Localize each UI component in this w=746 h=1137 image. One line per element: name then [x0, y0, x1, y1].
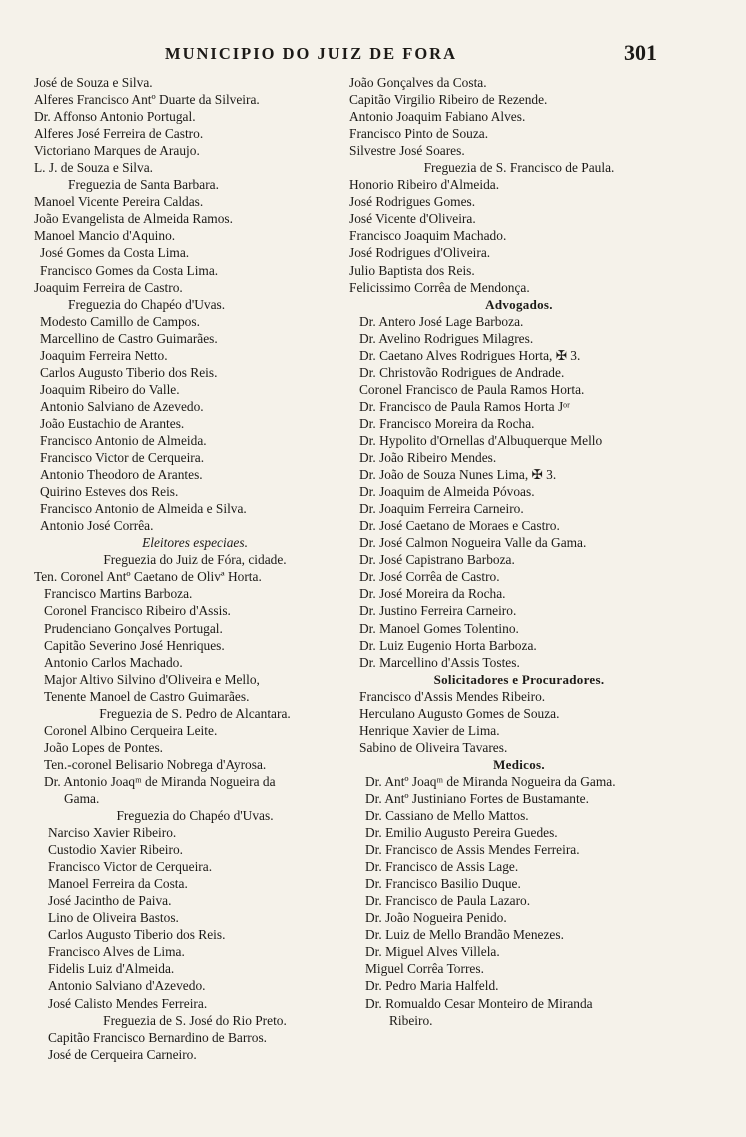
section-heading: Freguezia de S. Francisco de Paula.	[423, 160, 615, 176]
section-heading: Freguezia de S. Pedro de Alcantara.	[99, 705, 291, 721]
section-heading: Freguezia do Chapéo d'Uvas.	[68, 296, 226, 312]
list-item: Ribeiro.	[389, 1012, 433, 1028]
list-item: Ten.-coronel Belisario Nobrega d'Ayrosa.	[44, 756, 267, 772]
list-item: Joaquim Ferreira de Castro.	[34, 279, 183, 295]
list-item: Dr. Joaquim de Almeida Póvoas.	[359, 484, 535, 500]
list-item: Francisco Victor de Cerqueira.	[40, 450, 205, 466]
list-item: José Jacintho de Paiva.	[48, 893, 172, 909]
list-item: Modesto Camillo de Campos.	[40, 313, 200, 329]
list-item: Dr. Avelino Rodrigues Milagres.	[359, 330, 534, 346]
list-item: Antonio Salviano d'Azevedo.	[48, 978, 206, 994]
list-item: Capitão Francisco Bernardino de Barros.	[48, 1029, 268, 1045]
list-item: Dr. Caetano Alves Rodrigues Horta, ✠ 3.	[359, 347, 581, 363]
list-item: José Calisto Mendes Ferreira.	[48, 995, 208, 1011]
list-item: Dr. Francisco de Paula Ramos Horta Jᵒʳ	[359, 398, 570, 414]
list-item: Francisco Alves de Lima.	[48, 944, 185, 960]
list-item: José Vicente d'Oliveira.	[349, 211, 476, 227]
list-item: Gama.	[64, 790, 100, 806]
list-item: Francisco Gomes da Costa Lima.	[40, 262, 219, 278]
list-item: João Lopes de Pontes.	[44, 739, 164, 755]
list-item: Antonio Theodoro de Arantes.	[40, 467, 203, 483]
section-heading: Freguezia de Santa Barbara.	[68, 177, 219, 193]
list-item: Dr. Francisco de Assis Mendes Ferreira.	[365, 842, 580, 858]
list-item: Narciso Xavier Ribeiro.	[48, 825, 177, 841]
section-heading: Advogados.	[485, 296, 553, 312]
list-item: Dr. Romualdo Cesar Monteiro de Miranda	[365, 995, 593, 1011]
list-item: Antonio Carlos Machado.	[44, 654, 183, 670]
list-item: Major Altivo Silvino d'Oliveira e Mello,	[44, 671, 260, 687]
list-item: Coronel Albino Cerqueira Leite.	[44, 722, 218, 738]
list-item: Dr. Hypolito d'Ornellas d'Albuquerque Mello	[359, 432, 603, 448]
list-item: L. J. de Souza e Silva.	[34, 160, 154, 176]
list-item: Honorio Ribeiro d'Almeida.	[349, 177, 500, 193]
list-item: Dr. Francisco de Paula Lazaro.	[365, 893, 531, 909]
list-item: João Gonçalves da Costa.	[349, 75, 487, 90]
section-heading: Freguezia do Juiz de Fóra, cidade.	[103, 552, 287, 568]
list-item: Alferes José Ferreira de Castro.	[34, 126, 204, 142]
list-item: João Evangelista de Almeida Ramos.	[34, 211, 233, 227]
list-item: Dr. Justino Ferreira Carneiro.	[359, 603, 517, 619]
list-item: Dr. Affonso Antonio Portugal.	[34, 109, 196, 125]
list-item: Coronel Francisco Ribeiro d'Assis.	[44, 603, 231, 619]
list-item: Dr. João Ribeiro Mendes.	[359, 450, 497, 466]
list-item: Dr. Joaquim Ferreira Carneiro.	[359, 501, 524, 517]
page-header	[0, 40, 746, 68]
list-item: Dr. Antº Justiniano Fortes de Bustamante.	[365, 790, 589, 806]
list-item: Francisco Victor de Cerqueira.	[48, 859, 213, 875]
list-item: José Rodrigues Gomes.	[349, 194, 476, 210]
list-item: Sabino de Oliveira Tavares.	[359, 739, 508, 755]
list-item: Henrique Xavier de Lima.	[359, 722, 500, 738]
list-item: José Rodrigues d'Oliveira.	[349, 245, 491, 261]
list-item: Dr. Luiz de Mello Brandão Menezes.	[365, 927, 564, 943]
list-item: Dr. Pedro Maria Halfeld.	[365, 978, 499, 994]
section-heading: Freguezia de S. José do Rio Preto.	[103, 1012, 287, 1028]
list-item: Dr. Antº Joaqᵐ de Miranda Nogueira da Gama.	[365, 773, 616, 789]
list-item: Joaquim Ferreira Netto.	[40, 347, 168, 363]
list-item: Carlos Augusto Tiberio dos Reis.	[48, 927, 226, 943]
list-item: Custodio Xavier Ribeiro.	[48, 842, 184, 858]
list-item: Dr. José Capistrano Barboza.	[359, 552, 515, 568]
list-item: Carlos Augusto Tiberio dos Reis.	[40, 364, 218, 380]
list-item: Prudenciano Gonçalves Portugal.	[44, 620, 223, 636]
list-item: Francisco Joaquim Machado.	[349, 228, 507, 244]
left-column	[34, 74, 356, 1063]
list-item: Tenente Manoel de Castro Guimarães.	[44, 688, 250, 704]
list-item: Dr. Antonio Joaqᵐ de Miranda Nogueira da	[44, 773, 276, 789]
list-item: Dr. José Moreira da Rocha.	[359, 586, 506, 602]
list-item: Francisco Antonio de Almeida.	[40, 432, 207, 448]
list-item: Fidelis Luiz d'Almeida.	[48, 961, 175, 977]
list-item: Quirino Esteves dos Reis.	[40, 484, 179, 500]
section-heading: Solicitadores e Procuradores.	[433, 671, 605, 687]
list-item: Antonio Salviano de Azevedo.	[40, 398, 204, 414]
list-item: José Gomes da Costa Lima.	[40, 245, 190, 261]
list-item: Francisco d'Assis Mendes Ribeiro.	[359, 688, 546, 704]
list-item: Dr. Francisco de Assis Lage.	[365, 859, 519, 875]
list-item: Antonio Joaquim Fabiano Alves.	[349, 109, 526, 125]
right-column	[349, 74, 689, 1029]
list-item: Victoriano Marques de Araujo.	[34, 143, 200, 159]
list-item: Dr. Miguel Alves Villela.	[365, 944, 500, 960]
list-item: Dr. Luiz Eugenio Horta Barboza.	[359, 637, 537, 653]
list-item: Capitão Severino José Henriques.	[44, 637, 225, 653]
list-item: Manoel Vicente Pereira Caldas.	[34, 194, 204, 210]
list-item: Dr. Francisco Basilio Duque.	[365, 876, 521, 892]
list-item: Antonio José Corrêa.	[40, 518, 154, 534]
section-heading: Eleitores especiaes.	[142, 535, 248, 551]
list-item: Dr. Francisco Moreira da Rocha.	[359, 415, 535, 431]
list-item: João Eustachio de Arantes.	[40, 415, 185, 431]
list-item: Dr. José Corrêa de Castro.	[359, 569, 500, 585]
list-item: Julio Baptista dos Reis.	[349, 262, 475, 278]
list-item: Manoel Mancio d'Aquino.	[34, 228, 176, 244]
list-item: Francisco Antonio de Almeida e Silva.	[40, 501, 247, 517]
list-item: Manoel Ferreira da Costa.	[48, 876, 188, 892]
list-item: Dr. Manoel Gomes Tolentino.	[359, 620, 519, 636]
list-item: Lino de Oliveira Bastos.	[48, 910, 179, 926]
list-item: Capitão Virgilio Ribeiro de Rezende.	[349, 92, 548, 108]
list-item: Ten. Coronel Antº Caetano de Olivª Horta.	[34, 569, 262, 585]
list-item: José de Cerqueira Carneiro.	[48, 1046, 197, 1062]
list-item: Coronel Francisco de Paula Ramos Horta.	[359, 381, 585, 397]
page-number: 301	[624, 40, 657, 65]
list-item: Francisco Martins Barboza.	[44, 586, 193, 602]
list-item: Dr. Christovão Rodrigues de Andrade.	[359, 364, 565, 380]
list-item: Alferes Francisco Antº Duarte da Silveira.	[34, 92, 260, 108]
section-heading: Medicos.	[493, 756, 545, 772]
section-heading: Freguezia do Chapéo d'Uvas.	[116, 808, 274, 824]
list-item: Silvestre José Soares.	[349, 143, 465, 159]
list-item: Joaquim Ribeiro do Valle.	[40, 381, 180, 397]
list-item: Dr. Emilio Augusto Pereira Guedes.	[365, 825, 558, 841]
list-item: Dr. Marcellino d'Assis Tostes.	[359, 654, 520, 670]
list-item: Dr. José Calmon Nogueira Valle da Gama.	[359, 535, 587, 551]
list-item: Herculano Augusto Gomes de Souza.	[359, 705, 560, 721]
list-item: Dr. João Nogueira Penido.	[365, 910, 507, 926]
list-item: Dr. João de Souza Nunes Lima, ✠ 3.	[359, 467, 557, 483]
list-item: Dr. José Caetano de Moraes e Castro.	[359, 518, 560, 534]
list-item: Francisco Pinto de Souza.	[349, 126, 489, 142]
list-item: José de Souza e Silva.	[34, 75, 153, 90]
list-item: Dr. Cassiano de Mello Mattos.	[365, 808, 529, 824]
list-item: Marcellino de Castro Guimarães.	[40, 330, 218, 346]
list-item: Felicissimo Corrêa de Mendonça.	[349, 279, 530, 295]
list-item: Dr. Antero José Lage Barboza.	[359, 313, 524, 329]
page-title: MUNICIPIO DO JUIZ DE FORA	[165, 44, 458, 63]
list-item: Miguel Corrêa Torres.	[365, 961, 484, 977]
